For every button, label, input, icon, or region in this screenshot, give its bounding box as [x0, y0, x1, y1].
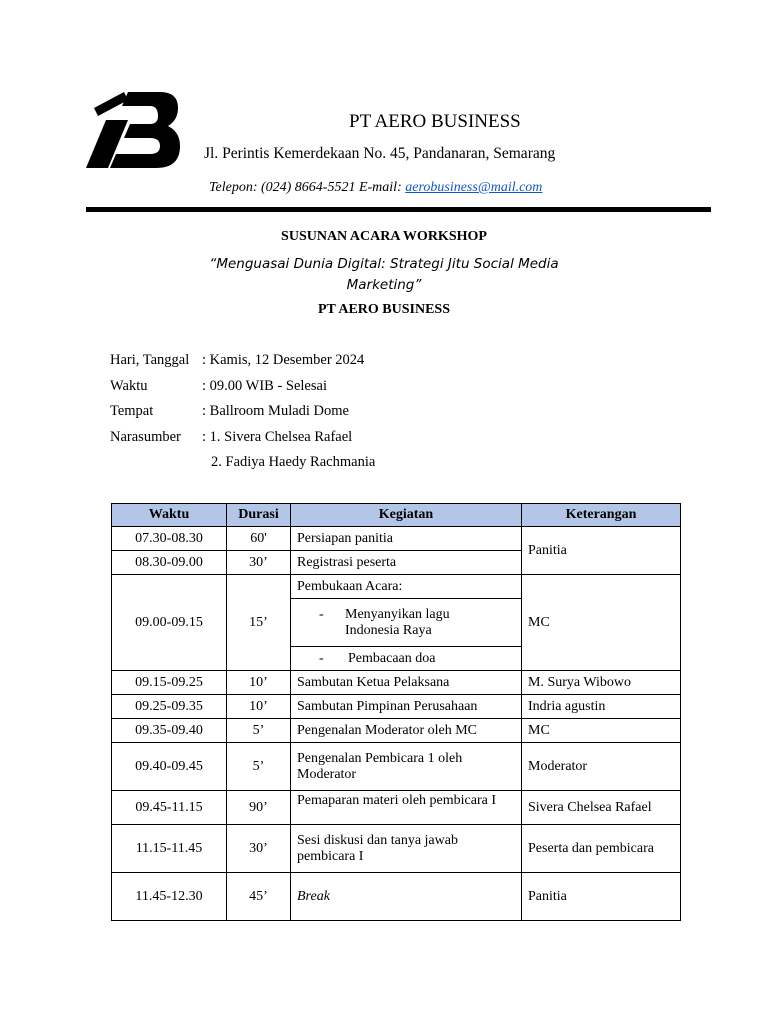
cell-duration: 10’: [227, 671, 291, 695]
letterhead-divider: [86, 207, 711, 212]
subactivity-text: Menyanyikan lagu Indonesia Raya: [345, 606, 450, 638]
header-kegiatan: Kegiatan: [291, 504, 522, 527]
table-header-row: [112, 504, 681, 527]
bullet-dash: -: [319, 606, 324, 622]
cell-duration: 15’: [227, 575, 291, 671]
cell-note: Panitia: [522, 873, 681, 921]
cell-time: 11.45-12.30: [112, 873, 227, 921]
header-waktu: Waktu: [112, 504, 227, 527]
theme-line-1: “Menguasai Dunia Digital: Strategi Jitu Social Media: [209, 256, 559, 272]
bullet-dash: -: [319, 650, 324, 666]
info-speakers: [110, 429, 352, 446]
cell-activity: Persiapan panitia: [291, 527, 522, 551]
organizer-name: PT AERO BUSINESS: [317, 302, 450, 317]
time-value: : 09.00 WIB - Selesai: [202, 378, 327, 394]
cell-activity: Sambutan Ketua Pelaksana: [291, 671, 522, 695]
place-label: Tempat: [110, 403, 154, 419]
cell-note: Peserta dan pembicara: [522, 825, 681, 873]
cell-time: 09.40-09.45: [112, 743, 227, 791]
speaker-label: Narasumber: [110, 429, 181, 445]
speaker-1: : 1. Sivera Chelsea Rafael: [202, 429, 353, 445]
header-durasi: Durasi: [227, 504, 291, 527]
header-keterangan: Keterangan: [522, 504, 681, 527]
cell-duration: 10’: [227, 695, 291, 719]
email-link[interactable]: aerobusiness@mail.com: [405, 180, 543, 195]
company-address: Jl. Perintis Kemerdekaan No. 45, Pandanaran, Semarang: [204, 145, 556, 162]
cell-time: 09.45-11.15: [112, 791, 227, 825]
cell-time: 09.00-09.15: [112, 575, 227, 671]
cell-activity: Pemaparan materi oleh pembicara I: [291, 791, 522, 825]
cell-note: M. Surya Wibowo: [522, 671, 681, 695]
phone-text: Telepon: (024) 8664-5521 E-mail:: [209, 180, 402, 195]
cell-activity: Pengenalan Pembicara 1 oleh Moderator: [291, 743, 522, 791]
cell-activity: Pembukaan Acara:: [291, 575, 522, 599]
company-contact: [209, 180, 542, 196]
theme-line-2: Marketing”: [346, 277, 422, 293]
table-row: [112, 695, 681, 719]
company-logo: [84, 90, 180, 170]
cell-activity: Registrasi peserta: [291, 551, 522, 575]
info-date: [110, 352, 364, 369]
table-row: [112, 791, 681, 825]
company-name: PT AERO BUSINESS: [349, 111, 521, 132]
document-title: SUSUNAN ACARA WORKSHOP: [281, 229, 487, 244]
table-row: [112, 719, 681, 743]
cell-activity: Pengenalan Moderator oleh MC: [291, 719, 522, 743]
table-row: [112, 671, 681, 695]
info-place: [110, 403, 349, 420]
cell-activity: Sesi diskusi dan tanya jawab pembicara I: [291, 825, 522, 873]
cell-duration: 5’: [227, 743, 291, 791]
info-time: [110, 378, 327, 395]
schedule-table: [111, 503, 681, 921]
table-row: [112, 575, 681, 599]
cell-duration: 45’: [227, 873, 291, 921]
cell-time: 09.35-09.40: [112, 719, 227, 743]
time-label: Waktu: [110, 378, 148, 394]
cell-note: Moderator: [522, 743, 681, 791]
cell-activity: Break: [291, 873, 522, 921]
cell-time: 08.30-09.00: [112, 551, 227, 575]
cell-note: Indria agustin: [522, 695, 681, 719]
cell-duration: 30’: [227, 825, 291, 873]
subactivity-text: Pembacaan doa: [348, 650, 436, 666]
cell-duration: 90’: [227, 791, 291, 825]
speaker-2: 2. Fadiya Haedy Rachmania: [211, 454, 376, 470]
cell-subactivity: [291, 599, 522, 647]
cell-note: Panitia: [522, 527, 681, 575]
date-label: Hari, Tanggal: [110, 352, 190, 368]
table-row: [112, 743, 681, 791]
cell-note: MC: [522, 719, 681, 743]
cell-duration: 30’: [227, 551, 291, 575]
table-row: [112, 873, 681, 921]
cell-time: 11.15-11.45: [112, 825, 227, 873]
cell-time: 09.15-09.25: [112, 671, 227, 695]
cell-time: 07.30-08.30: [112, 527, 227, 551]
cell-note: Sivera Chelsea Rafael: [522, 791, 681, 825]
cell-duration: 60': [227, 527, 291, 551]
cell-duration: 5’: [227, 719, 291, 743]
date-value: : Kamis, 12 Desember 2024: [202, 352, 365, 368]
table-row: [112, 527, 681, 551]
cell-activity: Sambutan Pimpinan Perusahaan: [291, 695, 522, 719]
table-row: [112, 825, 681, 873]
cell-time: 09.25-09.35: [112, 695, 227, 719]
workshop-theme: [0, 254, 768, 296]
cell-note: MC: [522, 575, 681, 671]
cell-subactivity: [291, 647, 522, 671]
place-value: : Ballroom Muladi Dome: [202, 403, 349, 419]
